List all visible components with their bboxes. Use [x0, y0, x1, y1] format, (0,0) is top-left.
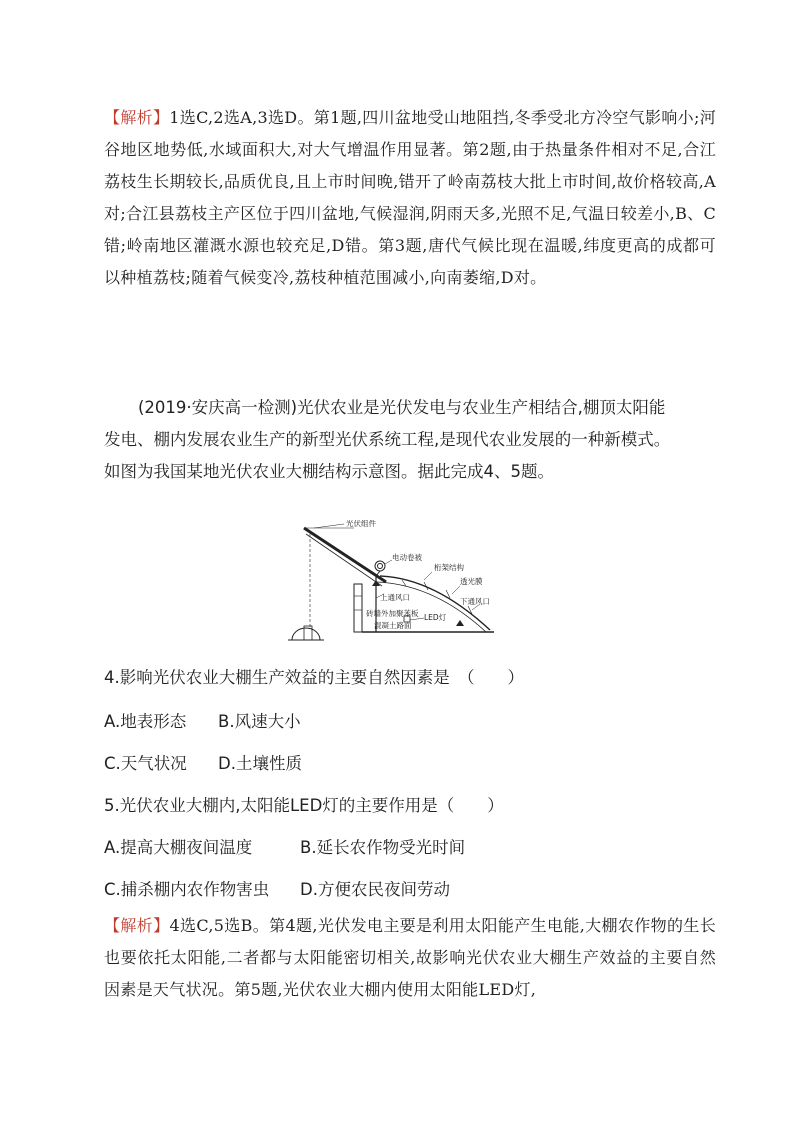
q4-option-a: A.地表形态 — [104, 712, 187, 731]
q4-option-b: B.风速大小 — [218, 712, 301, 731]
question-4-stem: 4.影响光伏农业大棚生产效益的主要自然因素是 （ ） — [104, 668, 524, 687]
q4-option-c: C.天气状况 — [104, 754, 187, 773]
intro-line-1: (2019·安庆高一检测)光伏农业是光伏发电与农业生产相结合,棚顶太阳能 — [138, 398, 666, 417]
pv-panel — [304, 528, 386, 582]
analysis-text: 1选C,2选A,3选D。第1题,四川盆地受山地阻挡,冬季受北方冷空气影响小;河谷地区地势低,水域面积大,对大气增温作用显著。第2题,由于热量条件相对不足,合江荔枝生长期较长,品质优良,且上市时间晚,错开了岭南荔枝大批上市时间,故价格较高,A对;合江县荔枝主产区位于四川盆地,气候湿润,阴雨天多,光照不足,气温日较差小,B、C错;岭南地区灌溉水源也较充足,D错。第3题,唐代气候比现在温暖,纬度更高的成都可以种植荔枝;随着气候变冷,荔枝种植范围减小,向南萎缩,D对。 — [104, 108, 716, 287]
label-truss: 桁架结构 — [434, 563, 464, 572]
q5-option-d: D.方便农民夜间劳动 — [300, 880, 450, 899]
intro-line-2: 发电、棚内发展农业生产的新型光伏系统工程,是现代农业发展的一种新模式。 — [104, 430, 671, 449]
q5-option-b: B.延长农作物受光时间 — [300, 838, 466, 857]
greenhouse-structure-diagram — [284, 520, 524, 648]
label-film: 透光膜 — [460, 577, 483, 586]
question-intro — [104, 392, 716, 488]
question-5-stem: 5.光伏农业大棚内,太阳能LED灯的主要作用是（ ） — [104, 796, 504, 815]
label-pv: 光伏组件 — [346, 520, 376, 528]
lower-vent-marker — [456, 620, 464, 626]
intro-line-3: 如图为我国某地光伏农业大棚结构示意图。据此完成4、5题。 — [104, 462, 554, 481]
analysis-paragraph-1 — [104, 102, 716, 294]
analysis-tag: 【解析】 — [104, 108, 170, 127]
label-ground: 混凝土路面 — [374, 621, 412, 630]
q5-option-c: C.捕杀棚内农作物害虫 — [104, 880, 270, 899]
label-wall: 砖墙外加聚苯板 — [366, 609, 419, 618]
label-roller: 电动卷被 — [392, 553, 422, 562]
analysis-paragraph-2 — [104, 910, 716, 1006]
label-led: LED灯 — [424, 613, 447, 622]
upper-vent-marker — [372, 580, 380, 586]
q5-option-a: A.提高大棚夜间温度 — [104, 838, 253, 857]
label-upper-vent: 上通风口 — [380, 593, 410, 602]
analysis-tag: 【解析】 — [104, 916, 170, 935]
analysis-text: 4选C,5选B。第4题,光伏发电主要是利用太阳能产生电能,大棚农作物的生长也要依托太阳能,二者都与太阳能密切相关,故影响光伏农业大棚生产效益的主要自然因素是天气状况。第5题,光伏农业大棚内使用太阳能LED灯, — [104, 916, 717, 999]
label-lower-vent: 下通风口 — [460, 597, 490, 606]
q4-option-d: D.土壤性质 — [218, 754, 302, 773]
